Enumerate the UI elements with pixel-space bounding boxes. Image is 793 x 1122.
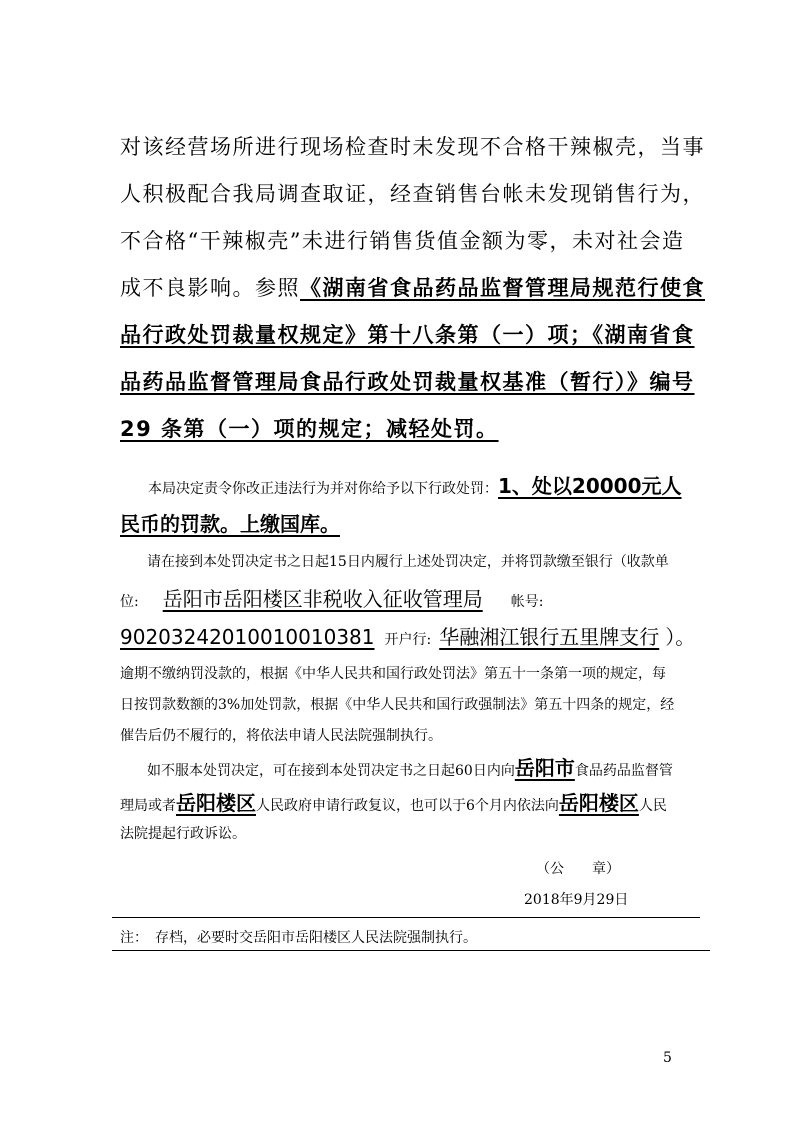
filing-note: 注： 存档，必要时交岳阳市岳阳楼区人民法院强制执行。 xyxy=(120,930,477,946)
note-bottom-rule xyxy=(112,950,710,951)
overdue-line-1: 逾期不缴纳罚没款的，根据《中华人民共和国行政处罚法》第五十一条第一项的规定，每 xyxy=(120,666,666,682)
account-number: 90203242010010010381 xyxy=(120,625,375,649)
account-label: 帐号: xyxy=(510,594,544,610)
overdue-line-3: 催告后仍不履行的，将依法申请人民法院强制执行。 xyxy=(120,728,442,744)
reason-line-5: 品行政处罚裁量权规定》第十八条第（一）项；《湖南省食 xyxy=(120,323,695,347)
appeal-city: 岳阳市 xyxy=(514,756,575,780)
appeal-text-3: 理局或者 xyxy=(120,798,176,814)
payment-line-2 xyxy=(120,583,543,612)
appeal-text-2: 食品药品监督管 xyxy=(574,763,673,779)
reason-line-4-prefix: 成不良影响。参照 xyxy=(120,276,300,300)
overdue-line-2: 日按罚款数额的3%加处罚款，根据《中华人民共和国行政强制法》第五十四条的规定，经 xyxy=(120,697,675,713)
reason-line-4 xyxy=(120,272,705,302)
appeal-district-2: 岳阳楼区 xyxy=(558,791,639,815)
page-number: 5 xyxy=(663,1050,672,1066)
appeal-text-5: 人民 xyxy=(638,798,667,814)
reason-line-7: 29 条第（一）项的规定；减轻处罚。 xyxy=(120,417,499,441)
payee-label: 位: xyxy=(120,594,139,610)
payment-close: ）。 xyxy=(665,625,696,649)
law-reference: 《湖南省食品药品监督管理局规范行使食 xyxy=(300,276,705,300)
document-date: 2018年9月29日 xyxy=(524,892,629,908)
decision-intro: 本局决定责令你改正违法行为并对你给予以下行政处罚： xyxy=(148,481,498,497)
reason-line-6: 品药品监督管理局食品行政处罚裁量权基准（暂行）》编号 xyxy=(120,370,695,394)
bank-label: 开户行: xyxy=(384,632,432,648)
appeal-district-1: 岳阳楼区 xyxy=(176,791,256,815)
official-seal: （公 章） xyxy=(536,861,620,877)
payee-value: 岳阳市岳阳楼区非税收入征收管理局 xyxy=(162,587,483,611)
appeal-text-4: 人民政府申请行政复议，也可以于6个月内依法向 xyxy=(256,798,559,814)
penalty-text-1: 1、处以20000元人 xyxy=(498,474,682,498)
appeal-line-2 xyxy=(120,787,667,816)
appeal-text-1: 如不服本处罚决定，可在接到本处罚决定书之日起60日内向 xyxy=(147,763,515,779)
appeal-line-1 xyxy=(147,752,673,781)
reason-line-2: 人积极配合我局调查取证，经查销售台帐未发现销售行为， xyxy=(120,182,705,206)
payment-line-3 xyxy=(120,621,695,650)
payment-line-1: 请在接到本处罚决定书之日起15日内履行上述处罚决定，并将罚款缴至银行（收款单 xyxy=(147,554,669,570)
reason-line-1: 对该经营场所进行现场检查时未发现不合格干辣椒壳，当事 xyxy=(120,135,705,159)
penalty-text-2: 民币的罚款。上缴国库。 xyxy=(120,512,340,536)
note-top-rule xyxy=(112,917,700,918)
decision-line-1 xyxy=(148,470,682,499)
appeal-line-3: 法院提起行政诉讼。 xyxy=(120,826,246,842)
reason-line-3: 不合格“干辣椒壳”未进行销售货值金额为零，未对社会造 xyxy=(120,229,685,253)
bank-value: 华融湘江银行五里牌支行 xyxy=(439,625,660,649)
